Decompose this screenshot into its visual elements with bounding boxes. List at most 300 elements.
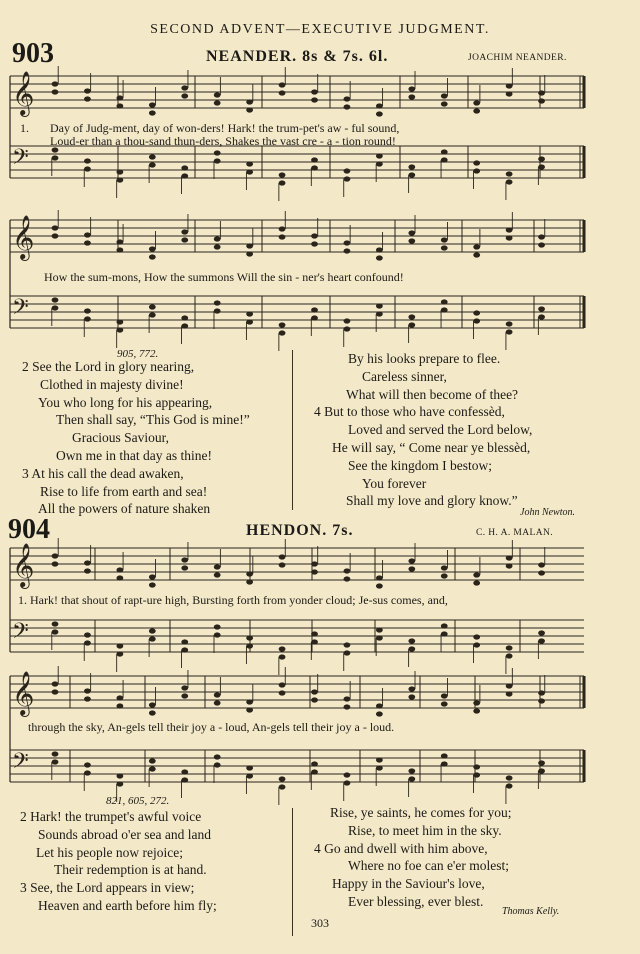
neander-sys2-note-head: [149, 312, 156, 317]
neander-sys2-note-head: [52, 233, 59, 238]
neander-sys1-treble-clef: 𝄞: [12, 71, 35, 115]
neander-sys2-note-head: [149, 304, 156, 309]
hendon-sys1-note-head: [246, 635, 253, 640]
neander-sys2-note-head: [311, 315, 318, 320]
verse-line: By his looks prepare to flee.: [348, 351, 501, 366]
hendon-sys2-note-head: [538, 690, 545, 695]
neander-sys1-note-head: [506, 179, 513, 184]
verse-line: Then shall say, “This God is mine!”: [56, 412, 250, 428]
hendon-sys2-note-head: [52, 751, 59, 756]
hendon-sys2-note-head: [408, 694, 415, 699]
hendon-sys2-note-head: [473, 708, 480, 713]
verse-line: Own me in that day as thine!: [56, 447, 212, 463]
neander-sys1-note-head: [408, 164, 415, 169]
hendon-sys1-note-head: [52, 621, 59, 626]
verse-line: Rise, to meet him in the sky.: [348, 822, 502, 838]
hendon-sys2-note-head: [279, 690, 286, 695]
lyric-line-1b: Loud-er than a thou-sand thun-ders, Shakes the vast cre - a - tion round!: [50, 134, 396, 148]
neander-sys1-note-head: [376, 161, 383, 166]
hendon-sys1-note-head: [506, 653, 513, 658]
verse-line: Ever blessing, ever blest.: [348, 893, 484, 909]
hendon-sys2-note-head: [116, 703, 123, 708]
hendon-sys1-note-head: [84, 632, 91, 637]
neander-sys1-note-head: [279, 180, 286, 185]
neander-sys1-note-head: [116, 169, 123, 174]
hendon-sys1-note-head: [473, 580, 480, 585]
verse-line: 4 But to those who have confessèd,: [314, 404, 505, 420]
hendon-sys2-note-head: [84, 696, 91, 701]
neander-sys2-note-head: [181, 315, 188, 320]
verses-left-904: [20, 808, 217, 915]
neander-sys1-note-head: [344, 176, 351, 181]
hendon-sys2-note-head: [84, 770, 91, 775]
neander-sys1-note-head: [214, 92, 221, 97]
hendon-sys1-note-head: [506, 555, 513, 560]
verse-line: You forever: [362, 475, 427, 491]
neander-sys1-note-head: [506, 171, 513, 176]
neander-sys2-note-head: [408, 322, 415, 327]
hendon-sys1-note-head: [52, 561, 59, 566]
hendon-sys1-note-head: [538, 570, 545, 575]
neander-sys1-note-head: [441, 149, 448, 154]
hendon-sys1-note-head: [116, 567, 123, 572]
hendon-sys1-note-head: [116, 575, 123, 580]
tune-references-903: 905, 772.: [117, 348, 159, 360]
hendon-sys2-note-head: [473, 772, 480, 777]
hendon-sys1-note-head: [506, 563, 513, 568]
neander-sys2-note-head: [311, 307, 318, 312]
neander-sys2-note-head: [344, 240, 351, 245]
hendon-sys1-note-head: [441, 573, 448, 578]
neander-sys2-note-head: [246, 311, 253, 316]
neander-sys1-note-head: [441, 157, 448, 162]
hendon-sys1-note-head: [279, 654, 286, 659]
neander-sys2-note-head: [181, 323, 188, 328]
neander-sys2-note-head: [441, 307, 448, 312]
neander-sys1-note-head: [311, 89, 318, 94]
neander-sys2-treble-clef: 𝄞: [12, 215, 35, 259]
neander-sys2-note-head: [311, 241, 318, 246]
neander-sys1-note-head: [506, 91, 513, 96]
neander-sys2-note-head: [408, 230, 415, 235]
neander-sys2-note-head: [408, 238, 415, 243]
hendon-sys2-note-head: [246, 773, 253, 778]
hendon-sys2-note-head: [408, 776, 415, 781]
hendon-sys1-note-head: [408, 566, 415, 571]
neander-sys2-note-head: [84, 232, 91, 237]
tune-name-neander: NEANDER. 8s & 7s. 6l.: [206, 48, 389, 65]
neander-sys1-note-head: [84, 96, 91, 101]
neander-sys2-note-head: [538, 306, 545, 311]
hendon-sys2-note-head: [344, 780, 351, 785]
hendon-sys1-note-head: [538, 638, 545, 643]
neander-sys1-note-head: [52, 81, 59, 86]
neander-sys1-note-head: [246, 107, 253, 112]
hendon-sys1-note-head: [149, 574, 156, 579]
hendon-sys1-note-head: [246, 643, 253, 648]
hendon-sys2-note-head: [506, 691, 513, 696]
verse-line: 4 Go and dwell with him above,: [314, 840, 488, 856]
neander-sys2-note-head: [376, 247, 383, 252]
hendon-sys2-note-head: [279, 682, 286, 687]
hendon-sys2-note-head: [408, 768, 415, 773]
neander-sys2-note-head: [441, 245, 448, 250]
hendon-sys1-note-head: [181, 557, 188, 562]
hendon-sys2-note-head: [116, 781, 123, 786]
hendon-sys1-note-head: [376, 575, 383, 580]
neander-sys2-note-head: [408, 314, 415, 319]
neander-sys2-note-head: [279, 330, 286, 335]
hendon-sys1-note-head: [441, 623, 448, 628]
neander-sys2-note-head: [441, 299, 448, 304]
hendon-sys2-note-head: [473, 764, 480, 769]
composer-hendon: C. H. A. MALAN.: [476, 528, 553, 538]
neander-sys2-note-head: [506, 329, 513, 334]
hendon-sys1-note-head: [344, 650, 351, 655]
lyric-line-2: How the sum-mons, How the summons Will the sin - ner's heart confound!: [44, 270, 404, 284]
hendon-sys1-note-head: [52, 629, 59, 634]
neander-sys1-note-head: [84, 158, 91, 163]
verse-line: Their redemption is at hand.: [54, 862, 207, 878]
hendon-sys2-note-head: [473, 700, 480, 705]
hendon-sys1-note-head: [376, 635, 383, 640]
neander-sys2-note-head: [538, 314, 545, 319]
neander-sys1-note-head: [473, 168, 480, 173]
neander-sys2-note-head: [279, 322, 286, 327]
verse-line: See the kingdom I bestow;: [348, 457, 492, 473]
neander-sys1-note-head: [149, 154, 156, 159]
neander-sys1-note-head: [149, 110, 156, 115]
neander-sys1-note-head: [441, 93, 448, 98]
hendon-sys2-note-head: [538, 768, 545, 773]
neander-sys2-note-head: [344, 318, 351, 323]
hendon-sys2-note-head: [311, 761, 318, 766]
neander-sys2-note-head: [473, 244, 480, 249]
composer-neander: JOACHIM NEANDER.: [468, 53, 567, 63]
hendon-sys2-note-head: [441, 761, 448, 766]
neander-sys1-note-head: [246, 161, 253, 166]
neander-sys2-note-head: [52, 225, 59, 230]
neander-sys2-note-head: [246, 251, 253, 256]
neander-sys1-note-head: [246, 169, 253, 174]
hendon-sys2-note-head: [376, 703, 383, 708]
verse-line: He will say, “ Come near ye blessèd,: [332, 439, 531, 455]
hendon-sys1-note-head: [473, 634, 480, 639]
neander-sys1-note-head: [538, 90, 545, 95]
neander-sys1-note-head: [376, 153, 383, 158]
neander-sys2-note-head: [538, 234, 545, 239]
lyric-line-904-2: through the sky, An-gels tell their joy a - loud, An-gels tell their joy a - loud.: [28, 720, 395, 734]
neander-sys2-note-head: [149, 246, 156, 251]
hendon-sys2-note-head: [149, 710, 156, 715]
hendon-sys2-note-head: [149, 766, 156, 771]
verse-line: You who long for his appearing,: [38, 394, 213, 410]
neander-sys1-note-head: [376, 103, 383, 108]
hendon-sys2-note-head: [506, 783, 513, 788]
neander-sys1-note-head: [538, 156, 545, 161]
hendon-sys1-note-head: [181, 639, 188, 644]
hendon-sys2-note-head: [344, 704, 351, 709]
neander-sys2-note-head: [473, 310, 480, 315]
hendon-sys2-note-head: [538, 698, 545, 703]
hendon-sys1-note-head: [311, 561, 318, 566]
hendon-sys2-note-head: [149, 758, 156, 763]
neander-sys2-note-head: [116, 319, 123, 324]
page-number: 303: [311, 916, 329, 930]
hendon-sys2-note-head: [52, 759, 59, 764]
neander-sys2-note-head: [376, 255, 383, 260]
neander-sys2-note-head: [116, 247, 123, 252]
hendon-sys2-note-head: [52, 681, 59, 686]
hendon-sys2-note-head: [441, 753, 448, 758]
verses-right-904: [314, 804, 511, 911]
verses-left-903: [22, 358, 250, 518]
hendon-sys1-note-head: [506, 645, 513, 650]
neander-sys1-note-head: [344, 104, 351, 109]
column-divider: [292, 350, 293, 510]
hendon-sys1-note-head: [52, 553, 59, 558]
neander-sys1-note-head: [311, 157, 318, 162]
verse-line: 3 At his call the dead awaken,: [22, 465, 184, 481]
neander-sys2-note-head: [181, 237, 188, 242]
neander-sys1-note-head: [246, 99, 253, 104]
neander-sys1-note-head: [441, 101, 448, 106]
neander-sys2-note-head: [214, 300, 221, 305]
neander-sys1-note-head: [408, 86, 415, 91]
hymn-number-903: 903: [12, 38, 54, 69]
hendon-sys2-note-head: [214, 700, 221, 705]
hendon-sys1-note-head: [84, 640, 91, 645]
neander-sys2-note-head: [376, 311, 383, 316]
neander-sys2-note-head: [441, 237, 448, 242]
hendon-sys2-note-head: [376, 765, 383, 770]
neander-sys2-note-head: [246, 319, 253, 324]
neander-sys1-note-head: [84, 88, 91, 93]
hendon-sys2-bass-clef: 𝄢: [12, 749, 29, 779]
hendon-sys1-note-head: [408, 646, 415, 651]
hendon-sys2-note-head: [116, 695, 123, 700]
hendon-sys1-note-head: [473, 572, 480, 577]
hendon-sys1-note-head: [246, 571, 253, 576]
neander-sys1-note-head: [214, 150, 221, 155]
neander-sys2-note-head: [149, 254, 156, 259]
neander-sys2-note-head: [214, 308, 221, 313]
verses-right-903: [314, 350, 532, 510]
neander-sys1-note-head: [311, 97, 318, 102]
neander-sys2-note-head: [116, 327, 123, 332]
hendon-sys2-note-head: [279, 784, 286, 789]
neander-sys1-note-head: [116, 177, 123, 182]
hendon-sys2-note-head: [311, 697, 318, 702]
hendon-sys2-note-head: [116, 773, 123, 778]
hendon-sys2-treble-clef: 𝄞: [12, 671, 35, 715]
neander-sys2-note-head: [506, 321, 513, 326]
neander-sys2-note-head: [181, 229, 188, 234]
neander-sys1-note-head: [506, 83, 513, 88]
neander-sys1-note-head: [376, 111, 383, 116]
neander-sys1-note-head: [408, 94, 415, 99]
neander-sys1-note-head: [149, 162, 156, 167]
neander-sys1-note-head: [181, 85, 188, 90]
hendon-sys2-note-head: [376, 757, 383, 762]
hendon-sys1-note-head: [441, 565, 448, 570]
verse-line: Loved and served the Lord below,: [348, 422, 533, 438]
hendon-sys1-note-head: [311, 639, 318, 644]
neander-sys1-note-head: [214, 158, 221, 163]
neander-sys1-note-head: [473, 108, 480, 113]
hendon-sys1-bass-clef: 𝄢: [12, 619, 29, 649]
verse-line: Where no foe can e'er molest;: [348, 858, 509, 874]
hendon-sys1-note-head: [538, 630, 545, 635]
hendon-sys1-note-head: [214, 624, 221, 629]
neander-sys1-note-head: [149, 102, 156, 107]
neander-sys2-note-head: [52, 305, 59, 310]
neander-sys2-note-head: [84, 240, 91, 245]
hendon-sys2-note-head: [214, 692, 221, 697]
hendon-sys1-note-head: [84, 568, 91, 573]
hendon-sys2-note-head: [181, 693, 188, 698]
lyric-line-1a: Day of Judg-ment, day of won-ders! Hark! the trum-pet's aw - ful sound,: [50, 121, 400, 135]
hendon-sys1-note-head: [214, 572, 221, 577]
tune-references-904: 821, 605, 272.: [106, 795, 170, 807]
verse-line: Sounds abroad o'er sea and land: [38, 826, 212, 842]
neander-sys1-note-head: [311, 165, 318, 170]
hendon-sys1-note-head: [84, 560, 91, 565]
hendon-sys2-note-head: [214, 762, 221, 767]
neander-sys2-bass-clef: 𝄢: [12, 295, 29, 325]
neander-sys1-note-head: [116, 103, 123, 108]
neander-sys2-note-head: [473, 318, 480, 323]
author-903: John Newton.: [520, 507, 575, 518]
verse-line: Clothed in majesty divine!: [40, 376, 184, 392]
neander-sys1-bass-clef: 𝄢: [12, 145, 29, 175]
lyric-line-904-1: 1. Hark! that shout of rapt-ure high, Bursting forth from yonder cloud; Je-sus comes, and,: [18, 593, 448, 607]
hendon-sys1-note-head: [279, 562, 286, 567]
neander-sys2-note-head: [279, 234, 286, 239]
neander-sys1-note-head: [84, 166, 91, 171]
neander-sys1-note-head: [538, 164, 545, 169]
hendon-sys1-note-head: [149, 628, 156, 633]
hendon-sys1-note-head: [279, 554, 286, 559]
hendon-sys1-note-head: [538, 562, 545, 567]
hendon-sys2-note-head: [246, 765, 253, 770]
hendon-sys2-note-head: [506, 683, 513, 688]
neander-sys1-note-head: [181, 93, 188, 98]
verse-line: Heaven and earth before him fly;: [38, 897, 217, 913]
verse-number-1: 1.: [20, 121, 29, 135]
verse-line: Happy in the Saviour's love,: [332, 876, 485, 892]
neander-sys2-note-head: [311, 233, 318, 238]
neander-sys2-note-head: [344, 248, 351, 253]
hendon-sys2-note-head: [246, 699, 253, 704]
tune-name-hendon: HENDON. 7s.: [246, 522, 354, 539]
neander-sys1-note-head: [279, 172, 286, 177]
verse-line: 2 Hark! the trumpet's awful voice: [20, 809, 202, 824]
hendon-sys1-note-head: [408, 638, 415, 643]
hendon-sys1-note-head: [246, 579, 253, 584]
hendon-sys2-note-head: [246, 707, 253, 712]
neander-sys2-note-head: [84, 308, 91, 313]
hendon-sys2-note-head: [344, 772, 351, 777]
neander-sys2-note-head: [473, 252, 480, 257]
hendon-sys2-note-head: [441, 701, 448, 706]
neander-sys2-note-head: [52, 297, 59, 302]
neander-sys1-note-head: [52, 155, 59, 160]
verse-line: Let his people now rejoice;: [36, 844, 183, 860]
verse-line: Shall my love and glory know.”: [346, 493, 518, 509]
hendon-sys1-note-head: [116, 651, 123, 656]
hendon-sys1-note-head: [181, 647, 188, 652]
hendon-sys1-note-head: [376, 583, 383, 588]
hendon-sys1-note-head: [279, 646, 286, 651]
neander-sys2-note-head: [538, 242, 545, 247]
hendon-sys1-note-head: [311, 569, 318, 574]
section-title: SECOND ADVENT—EXECUTIVE JUDGMENT.: [150, 22, 490, 37]
hendon-sys2-note-head: [376, 711, 383, 716]
neander-sys2-note-head: [506, 227, 513, 232]
hendon-sys2-note-head: [408, 686, 415, 691]
hendon-sys1-note-head: [311, 631, 318, 636]
hendon-sys2-note-head: [52, 689, 59, 694]
hendon-sys1-note-head: [408, 558, 415, 563]
hendon-sys2-note-head: [279, 776, 286, 781]
neander-sys1-note-head: [344, 96, 351, 101]
hendon-sys2-note-head: [84, 762, 91, 767]
hendon-sys1-note-head: [473, 642, 480, 647]
neander-sys1-note-head: [52, 89, 59, 94]
hendon-sys2-note-head: [181, 685, 188, 690]
neander-sys1-note-head: [181, 165, 188, 170]
verse-line: Gracious Saviour,: [72, 430, 169, 446]
hendon-sys2-note-head: [214, 754, 221, 759]
neander-sys2-note-head: [279, 226, 286, 231]
neander-sys2-note-head: [214, 244, 221, 249]
neander-sys1-note-head: [181, 173, 188, 178]
author-904: Thomas Kelly.: [502, 906, 560, 917]
hendon-sys1-note-head: [344, 576, 351, 581]
hendon-sys2-note-head: [181, 777, 188, 782]
hendon-sys2-note-head: [84, 688, 91, 693]
hendon-sys2-note-head: [506, 775, 513, 780]
hendon-sys2-note-head: [311, 689, 318, 694]
neander-sys2-note-head: [506, 235, 513, 240]
neander-sys2-note-head: [246, 243, 253, 248]
hendon-sys2-note-head: [344, 696, 351, 701]
neander-sys1-note-head: [279, 82, 286, 87]
neander-sys1-note-head: [473, 160, 480, 165]
neander-sys1-note-head: [214, 100, 221, 105]
verse-line: What will then become of thee?: [346, 386, 519, 402]
hendon-sys1-note-head: [116, 643, 123, 648]
neander-sys2-note-head: [116, 239, 123, 244]
neander-sys1-note-head: [408, 172, 415, 177]
verse-line: Careless sinner,: [362, 368, 447, 384]
neander-sys2-note-head: [214, 236, 221, 241]
hendon-sys1-note-head: [149, 582, 156, 587]
neander-sys2-note-head: [84, 316, 91, 321]
neander-sys1-note-head: [344, 168, 351, 173]
hendon-sys1-note-head: [214, 632, 221, 637]
hymn-number-904: 904: [8, 514, 50, 545]
neander-sys2-note-head: [344, 326, 351, 331]
hendon-sys1-note-head: [214, 564, 221, 569]
verse-line: 2 See the Lord in glory nearing,: [22, 359, 195, 374]
verse-line: Rise to life from earth and sea!: [40, 483, 208, 499]
verse-line: All the powers of nature shaken: [38, 501, 211, 517]
neander-sys1-note-head: [279, 90, 286, 95]
hendon-sys1-note-head: [344, 568, 351, 573]
hendon-sys1-note-head: [344, 642, 351, 647]
